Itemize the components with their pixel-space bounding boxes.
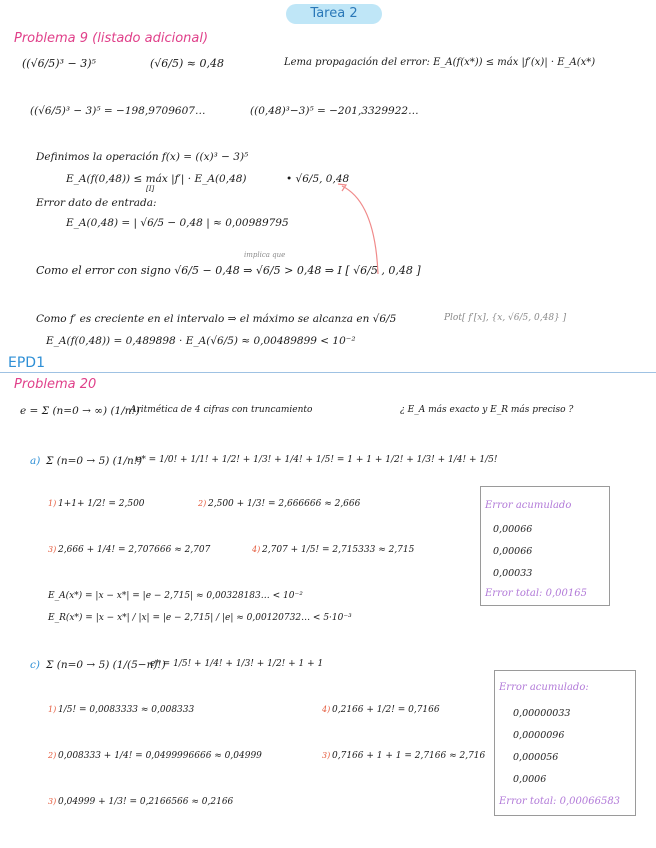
section-epd1: EPD1 — [8, 355, 45, 371]
p9-sign-reasoning: Como el error con signo √6/5 − 0,48 ⇒ √6/5 > 0,48 ⇒ I [ √6/5 , 0,48 ] — [36, 264, 421, 277]
problem-20-heading: Problema 20 — [14, 377, 97, 392]
page-title: Tarea 2 — [286, 4, 382, 24]
step-number: 4) — [252, 545, 261, 554]
step-number: 3) — [322, 751, 331, 760]
box-total: Error total: 0,00066583 — [499, 796, 621, 807]
box-value: 0,00066 — [493, 546, 533, 557]
implies-note: implica que — [244, 251, 286, 259]
part-c-expansion: e* = 1/5! + 1/4! + 1/3! + 1/2! + 1 + 1 — [150, 659, 324, 669]
box-title: Error acumulado: — [499, 682, 589, 693]
error-question: ¿ E_A más exacto y E_R más preciso ? — [400, 405, 574, 415]
box-total: Error total: 0,00165 — [485, 588, 587, 599]
p9-expression: ((√6/5)³ − 3)⁵ — [22, 57, 96, 70]
step-number: 2) — [48, 751, 57, 760]
part-c-sum: Σ (n=0 → 5) (1/(5−n)!) — [46, 659, 166, 671]
box-value: 0,0000096 — [513, 730, 565, 741]
part-c-step-3: 0,04999 + 1/3! = 0,2166566 ≈ 0,2166 — [58, 797, 234, 807]
step-number: 1) — [48, 499, 57, 508]
error-propagation-lemma: Lema propagación del error: E_A(f(x*)) ≤ máx |f′(x)| · E_A(x*) — [284, 57, 596, 68]
box-value: 0,000056 — [513, 752, 559, 763]
part-a-step-1: 1+1+ 1/2! = 2,500 — [58, 499, 145, 509]
part-a-label: a) — [30, 455, 41, 467]
problem-9-heading: Problema 9 (listado adicional) — [14, 31, 209, 46]
p9-plot-command: Plot[ f′[x], {x, √6/5, 0,48} ] — [444, 313, 567, 323]
part-a-expansion: e* = 1/0! + 1/1! + 1/2! + 1/3! + 1/4! + 1/5! = 1 + 1 + 1/2! + 1/3! + 1/4! + 1/5! — [136, 455, 498, 465]
p9-definition: Definimos la operación f(x) = ((x)³ − 3)⁵ — [36, 151, 249, 163]
part-c-step-1: 1/5! = 0,0083333 ≈ 0,008333 — [58, 705, 195, 715]
step-number: 3) — [48, 797, 57, 806]
box-value: 0,00000033 — [513, 708, 571, 719]
box-value: 0,0006 — [513, 774, 547, 785]
p9-input-error-label: Error dato de entrada: — [36, 197, 157, 209]
box-title: Error acumulado — [485, 500, 572, 511]
step-number: 3) — [48, 545, 57, 554]
part-a-step-4: 2,707 + 1/5! = 2,715333 ≈ 2,715 — [262, 545, 415, 555]
step-number: 4) — [322, 705, 331, 714]
absolute-error: E_A(x*) = |x − x*| = |e − 2,715| ≈ 0,00328183… < 10⁻² — [48, 591, 303, 601]
p9-interval-points: • √6/5, 0,48 — [286, 173, 350, 185]
step-number: 2) — [198, 499, 207, 508]
part-c-step-2: 0,008333 + 1/4! = 0,0499996666 ≈ 0,04999 — [58, 751, 262, 761]
box-value: 0,00066 — [493, 524, 533, 535]
section-divider — [0, 372, 656, 373]
arithmetic-note: Aritmética de 4 cifras con truncamiento — [130, 405, 313, 415]
p9-approx-value: ((0,48)³−3)⁵ = −201,3329922… — [250, 105, 419, 117]
part-a-step-2: 2,500 + 1/3! = 2,666666 ≈ 2,666 — [208, 499, 361, 509]
accumulated-error-box-c — [494, 670, 636, 816]
p9-final-result: E_A(f(0,48)) = 0,489898 · E_A(√6/5) ≈ 0,00489899 < 10⁻² — [46, 335, 356, 347]
box-value: 0,00033 — [493, 568, 533, 579]
p9-monotonic-reasoning: Como f′ es creciente en el intervalo ⇒ el máximo se alcanza en √6/5 — [36, 313, 397, 325]
p9-input-error-value: E_A(0,48) = | √6/5 − 0,48 | ≈ 0,00989795 — [66, 217, 289, 229]
part-a-sum: Σ (n=0 → 5) (1/n!) — [46, 455, 143, 467]
part-a-step-3: 2,666 + 1/4! = 2,707666 ≈ 2,707 — [58, 545, 211, 555]
accumulated-error-box-a — [480, 486, 610, 606]
p9-approximation: (√6/5) ≈ 0,48 — [150, 57, 224, 70]
relative-error: E_R(x*) = |x − x*| / |x| = |e − 2,715| / |e| ≈ 0,00120732… < 5·10⁻³ — [48, 613, 352, 623]
p9-interval-subscript: [I] — [146, 185, 155, 193]
p9-error-bound: E_A(f(0,48)) ≤ máx |f′| · E_A(0,48) — [66, 173, 247, 185]
part-c-label: c) — [30, 659, 40, 671]
part-c-step-5: 0,7166 + 1 + 1 = 2,7166 ≈ 2,716 — [332, 751, 486, 761]
e-series-definition: e = Σ (n=0 → ∞) (1/n!) — [20, 405, 140, 417]
part-c-step-4: 0,2166 + 1/2! = 0,7166 — [332, 705, 440, 715]
step-number: 1) — [48, 705, 57, 714]
p9-exact-value: ((√6/5)³ − 3)⁵ = −198,9709607… — [30, 105, 206, 117]
